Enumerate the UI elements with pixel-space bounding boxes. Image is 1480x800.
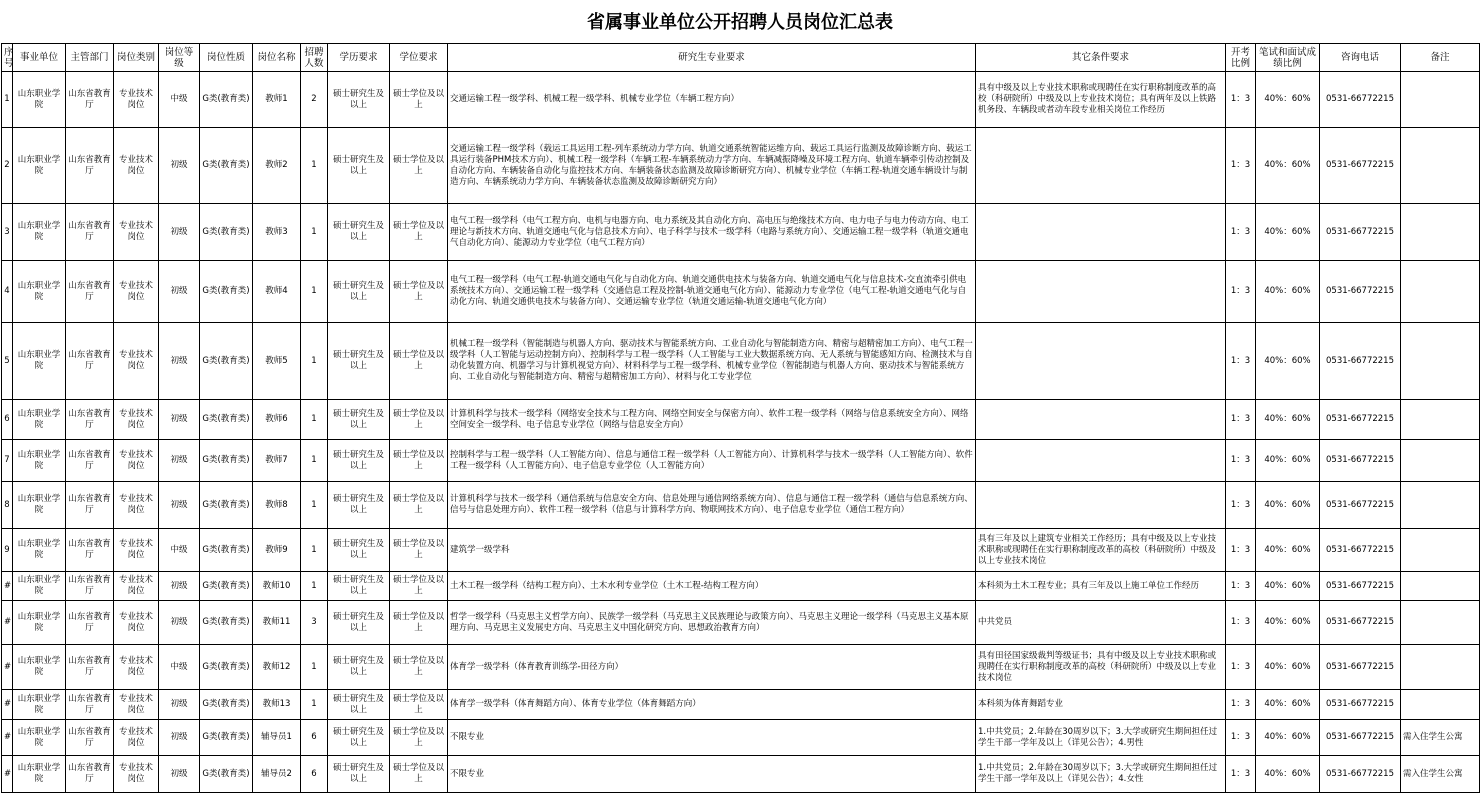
major-cell: 哲学一级学科（马克思主义哲学方向）、民族学一级学科（马克思主义民族理论与政策方向）、马克思主义理论一级学科（马克思主义基本原理方向、马克思主义发展史方向、马克思主义中国化研究方向、思想政治教育方向） — [448, 601, 976, 645]
department-cell: 山东省教育厅 — [66, 601, 114, 645]
department-cell: 山东省教育厅 — [66, 482, 114, 529]
post-name-cell: 教师5 — [253, 323, 301, 400]
score-ratio-cell: 40%：60% — [1256, 440, 1320, 482]
exam-ratio-cell: 1：3 — [1226, 204, 1256, 261]
headcount-cell: 6 — [301, 756, 328, 793]
other-conditions-cell: 中共党员 — [976, 601, 1226, 645]
unit-cell: 山东职业学院 — [13, 645, 66, 690]
post-nature-cell: G类(教育类) — [200, 400, 253, 440]
score-ratio-cell: 40%：60% — [1256, 400, 1320, 440]
other-conditions-cell — [976, 440, 1226, 482]
department-cell: 山东省教育厅 — [66, 572, 114, 601]
unit-cell: 山东职业学院 — [13, 720, 66, 756]
score-ratio-cell: 40%：60% — [1256, 128, 1320, 204]
seq-cell: 6 — [2, 400, 13, 440]
score-ratio-cell: 40%：60% — [1256, 601, 1320, 645]
post-category-cell: 专业技术岗位 — [114, 572, 159, 601]
post-category-cell: 专业技术岗位 — [114, 72, 159, 128]
post-level-cell: 初级 — [159, 720, 200, 756]
exam-ratio-cell: 1：3 — [1226, 720, 1256, 756]
education-cell: 硕士研究生及以上 — [328, 645, 390, 690]
table-row — [2, 601, 1480, 645]
post-nature-cell: G类(教育类) — [200, 529, 253, 572]
other-conditions-cell: 具有中级及以上专业技术职称或现聘任在实行职称制度改革的高校（科研院所）中级及以上专业技术岗位；具有两年及以上铁路机务段、车辆段或者动车段专业相关岗位工作经历 — [976, 72, 1226, 128]
department-cell: 山东省教育厅 — [66, 529, 114, 572]
education-cell: 硕士研究生及以上 — [328, 261, 390, 323]
remarks-cell — [1401, 261, 1480, 323]
headcount-cell: 1 — [301, 690, 328, 720]
education-cell: 硕士研究生及以上 — [328, 756, 390, 793]
remarks-cell: 需入住学生公寓 — [1401, 756, 1480, 793]
headcount-cell: 1 — [301, 482, 328, 529]
seq-cell: # — [2, 720, 13, 756]
unit-cell: 山东职业学院 — [13, 261, 66, 323]
degree-cell: 硕士学位及以上 — [390, 128, 448, 204]
headcount-cell: 1 — [301, 204, 328, 261]
post-nature-cell: G类(教育类) — [200, 204, 253, 261]
exam-ratio-cell: 1：3 — [1226, 690, 1256, 720]
post-name-cell: 教师9 — [253, 529, 301, 572]
remarks-cell — [1401, 601, 1480, 645]
degree-cell: 硕士学位及以上 — [390, 440, 448, 482]
col-remarks-header: 备注 — [1401, 44, 1480, 72]
major-cell: 不限专业 — [448, 756, 976, 793]
post-category-cell: 专业技术岗位 — [114, 645, 159, 690]
post-nature-cell: G类(教育类) — [200, 645, 253, 690]
score-ratio-cell: 40%：60% — [1256, 529, 1320, 572]
table-row — [2, 690, 1480, 720]
post-category-cell: 专业技术岗位 — [114, 720, 159, 756]
post-category-cell: 专业技术岗位 — [114, 323, 159, 400]
phone-cell: 0531-66772215 — [1320, 128, 1401, 204]
table-row — [2, 529, 1480, 572]
score-ratio-cell: 40%：60% — [1256, 645, 1320, 690]
seq-cell: # — [2, 645, 13, 690]
seq-cell: # — [2, 690, 13, 720]
remarks-cell — [1401, 645, 1480, 690]
education-cell: 硕士研究生及以上 — [328, 72, 390, 128]
major-cell: 电气工程一级学科（电气工程-轨道交通电气化与自动化方向、轨道交通供电技术与装备方向、轨道交通电气化与信息技术-交直流牵引供电系统技术方向）、交通运输工程一级学科（交通信息工程及控制-轨道交通电气化方向）、能源动力专业学位（电气工程-轨道交通电气化与自动化方向、轨道交通供电技术与装备方向）、交通运输专业学位（轨道交通运输-轨道交通电气化方向） — [448, 261, 976, 323]
degree-cell: 硕士学位及以上 — [390, 601, 448, 645]
unit-cell: 山东职业学院 — [13, 128, 66, 204]
post-nature-cell: G类(教育类) — [200, 572, 253, 601]
department-cell: 山东省教育厅 — [66, 756, 114, 793]
post-category-cell: 专业技术岗位 — [114, 482, 159, 529]
seq-cell: 9 — [2, 529, 13, 572]
remarks-cell — [1401, 72, 1480, 128]
table-row — [2, 261, 1480, 323]
post-category-cell: 专业技术岗位 — [114, 261, 159, 323]
post-level-cell: 初级 — [159, 601, 200, 645]
remarks-cell — [1401, 323, 1480, 400]
post-name-cell: 教师7 — [253, 440, 301, 482]
score-ratio-cell: 40%：60% — [1256, 323, 1320, 400]
education-cell: 硕士研究生及以上 — [328, 323, 390, 400]
remarks-cell — [1401, 128, 1480, 204]
degree-cell: 硕士学位及以上 — [390, 204, 448, 261]
col-phone-header: 咨询电话 — [1320, 44, 1401, 72]
department-cell: 山东省教育厅 — [66, 204, 114, 261]
post-name-cell: 教师11 — [253, 601, 301, 645]
post-level-cell: 中级 — [159, 645, 200, 690]
phone-cell: 0531-66772215 — [1320, 400, 1401, 440]
other-conditions-cell — [976, 400, 1226, 440]
col-major-header: 研究生专业要求 — [448, 44, 976, 72]
headcount-cell: 1 — [301, 128, 328, 204]
major-cell: 交通运输工程一级学科、机械工程一级学科、机械专业学位（车辆工程方向） — [448, 72, 976, 128]
unit-cell: 山东职业学院 — [13, 204, 66, 261]
exam-ratio-cell: 1：3 — [1226, 601, 1256, 645]
post-nature-cell: G类(教育类) — [200, 128, 253, 204]
table-row — [2, 482, 1480, 529]
phone-cell: 0531-66772215 — [1320, 756, 1401, 793]
post-nature-cell: G类(教育类) — [200, 720, 253, 756]
remarks-cell — [1401, 690, 1480, 720]
other-conditions-cell — [976, 204, 1226, 261]
other-conditions-cell: 本科须为土木工程专业；具有三年及以上施工单位工作经历 — [976, 572, 1226, 601]
job-summary-table — [1, 43, 1480, 793]
education-cell: 硕士研究生及以上 — [328, 128, 390, 204]
unit-cell: 山东职业学院 — [13, 400, 66, 440]
score-ratio-cell: 40%：60% — [1256, 261, 1320, 323]
col-post-nature-header: 岗位性质 — [200, 44, 253, 72]
other-conditions-cell: 具有三年及以上建筑专业相关工作经历；具有中级及以上专业技术职称或现聘任在实行职称制度改革的高校（科研院所）中级及以上专业技术岗位 — [976, 529, 1226, 572]
post-category-cell: 专业技术岗位 — [114, 601, 159, 645]
other-conditions-cell — [976, 482, 1226, 529]
table-row — [2, 720, 1480, 756]
post-category-cell: 专业技术岗位 — [114, 440, 159, 482]
seq-cell: 7 — [2, 440, 13, 482]
degree-cell: 硕士学位及以上 — [390, 756, 448, 793]
seq-cell: # — [2, 756, 13, 793]
unit-cell: 山东职业学院 — [13, 529, 66, 572]
phone-cell: 0531-66772215 — [1320, 72, 1401, 128]
table-row — [2, 72, 1480, 128]
post-nature-cell: G类(教育类) — [200, 72, 253, 128]
col-exam-ratio-header: 开考比例 — [1226, 44, 1256, 72]
education-cell: 硕士研究生及以上 — [328, 572, 390, 601]
phone-cell: 0531-66772215 — [1320, 261, 1401, 323]
phone-cell: 0531-66772215 — [1320, 601, 1401, 645]
table-row — [2, 440, 1480, 482]
headcount-cell: 1 — [301, 440, 328, 482]
headcount-cell: 1 — [301, 529, 328, 572]
col-post-name-header: 岗位名称 — [253, 44, 301, 72]
exam-ratio-cell: 1：3 — [1226, 400, 1256, 440]
post-name-cell: 教师12 — [253, 645, 301, 690]
col-post-category-header: 岗位类别 — [114, 44, 159, 72]
department-cell: 山东省教育厅 — [66, 400, 114, 440]
education-cell: 硕士研究生及以上 — [328, 400, 390, 440]
unit-cell: 山东职业学院 — [13, 440, 66, 482]
department-cell: 山东省教育厅 — [66, 128, 114, 204]
post-nature-cell: G类(教育类) — [200, 482, 253, 529]
seq-cell: 5 — [2, 323, 13, 400]
headcount-cell: 1 — [301, 572, 328, 601]
degree-cell: 硕士学位及以上 — [390, 400, 448, 440]
col-score-ratio-header: 笔试和面试成绩比例 — [1256, 44, 1320, 72]
post-name-cell: 教师8 — [253, 482, 301, 529]
table-row — [2, 400, 1480, 440]
unit-cell: 山东职业学院 — [13, 572, 66, 601]
score-ratio-cell: 40%：60% — [1256, 204, 1320, 261]
other-conditions-cell: 具有田径国家级裁判等级证书；具有中级及以上专业技术职称或现聘任在实行职称制度改革的高校（科研院所）中级及以上专业技术岗位 — [976, 645, 1226, 690]
degree-cell: 硕士学位及以上 — [390, 482, 448, 529]
post-level-cell: 初级 — [159, 323, 200, 400]
post-level-cell: 初级 — [159, 261, 200, 323]
post-category-cell: 专业技术岗位 — [114, 400, 159, 440]
post-name-cell: 教师2 — [253, 128, 301, 204]
department-cell: 山东省教育厅 — [66, 440, 114, 482]
post-name-cell: 教师1 — [253, 72, 301, 128]
page-title: 省属事业单位公开招聘人员岗位汇总表 — [587, 12, 893, 33]
post-level-cell: 初级 — [159, 756, 200, 793]
phone-cell: 0531-66772215 — [1320, 323, 1401, 400]
exam-ratio-cell: 1：3 — [1226, 482, 1256, 529]
other-conditions-cell — [976, 261, 1226, 323]
remarks-cell — [1401, 400, 1480, 440]
education-cell: 硕士研究生及以上 — [328, 482, 390, 529]
score-ratio-cell: 40%：60% — [1256, 720, 1320, 756]
phone-cell: 0531-66772215 — [1320, 645, 1401, 690]
unit-cell: 山东职业学院 — [13, 323, 66, 400]
remarks-cell — [1401, 572, 1480, 601]
major-cell: 体育学一级学科（体育教育训练学-田径方向） — [448, 645, 976, 690]
exam-ratio-cell: 1：3 — [1226, 440, 1256, 482]
exam-ratio-cell: 1：3 — [1226, 756, 1256, 793]
seq-cell: # — [2, 601, 13, 645]
post-category-cell: 专业技术岗位 — [114, 529, 159, 572]
table-row — [2, 323, 1480, 400]
post-name-cell: 教师10 — [253, 572, 301, 601]
remarks-cell — [1401, 482, 1480, 529]
phone-cell: 0531-66772215 — [1320, 572, 1401, 601]
seq-cell: 4 — [2, 261, 13, 323]
col-post-level-header: 岗位等级 — [159, 44, 200, 72]
post-level-cell: 初级 — [159, 572, 200, 601]
major-cell: 电气工程一级学科（电气工程方向、电机与电器方向、电力系统及其自动化方向、高电压与绝缘技术方向、电力电子与电力传动方向、电工理论与新技术方向、轨道交通电气化与信息技术方向）、电子科学与技术一级学科（电路与系统方向）、交通运输工程一级学科（轨道交通电气自动化方向）、能源动力专业学位（电气工程方向） — [448, 204, 976, 261]
post-name-cell: 辅导员1 — [253, 720, 301, 756]
other-conditions-cell — [976, 323, 1226, 400]
phone-cell: 0531-66772215 — [1320, 204, 1401, 261]
post-name-cell: 辅导员2 — [253, 756, 301, 793]
major-cell: 计算机科学与技术一级学科（网络安全技术与工程方向、网络空间安全与保密方向）、软件工程一级学科（网络与信息系统安全方向）、网络空间安全一级学科、电子信息专业学位（网络与信息安全方向） — [448, 400, 976, 440]
post-nature-cell: G类(教育类) — [200, 601, 253, 645]
department-cell: 山东省教育厅 — [66, 645, 114, 690]
headcount-cell: 3 — [301, 601, 328, 645]
headcount-cell: 1 — [301, 261, 328, 323]
degree-cell: 硕士学位及以上 — [390, 572, 448, 601]
score-ratio-cell: 40%：60% — [1256, 72, 1320, 128]
education-cell: 硕士研究生及以上 — [328, 204, 390, 261]
education-cell: 硕士研究生及以上 — [328, 440, 390, 482]
remarks-cell — [1401, 440, 1480, 482]
phone-cell: 0531-66772215 — [1320, 440, 1401, 482]
post-level-cell: 初级 — [159, 440, 200, 482]
score-ratio-cell: 40%：60% — [1256, 756, 1320, 793]
exam-ratio-cell: 1：3 — [1226, 645, 1256, 690]
headcount-cell: 1 — [301, 323, 328, 400]
other-conditions-cell: 1.中共党员；2.年龄在30周岁以下；3.大学或研究生期间担任过学生干部一学年及以上（详见公告）；4.男性 — [976, 720, 1226, 756]
remarks-cell — [1401, 529, 1480, 572]
department-cell: 山东省教育厅 — [66, 72, 114, 128]
header-row — [2, 44, 1480, 72]
table-row — [2, 756, 1480, 793]
major-cell: 控制科学与工程一级学科（人工智能方向）、信息与通信工程一级学科（人工智能方向）、计算机科学与技术一级学科（人工智能方向）、软件工程一级学科（人工智能方向）、电子信息专业学位（人工智能方向） — [448, 440, 976, 482]
major-cell: 体育学一级学科（体育舞蹈方向）、体育专业学位（体育舞蹈方向） — [448, 690, 976, 720]
col-other-conditions-header: 其它条件要求 — [976, 44, 1226, 72]
other-conditions-cell: 本科须为体育舞蹈专业 — [976, 690, 1226, 720]
remarks-cell: 需入住学生公寓 — [1401, 720, 1480, 756]
score-ratio-cell: 40%：60% — [1256, 482, 1320, 529]
headcount-cell: 1 — [301, 645, 328, 690]
major-cell: 建筑学一级学科 — [448, 529, 976, 572]
unit-cell: 山东职业学院 — [13, 756, 66, 793]
col-degree-header: 学位要求 — [390, 44, 448, 72]
degree-cell: 硕士学位及以上 — [390, 72, 448, 128]
seq-cell: 2 — [2, 128, 13, 204]
major-cell: 交通运输工程一级学科（载运工具运用工程-列车系统动力学方向、轨道交通系统智能运维方向、载运工具运行监测及故障诊断方向、载运工具运行装备PHM技术方向）、机械工程一级学科（车辆工程-车辆系统动力学方向、车辆减振降噪及环境工程方向、轨道车辆牵引传动控制及自动化方向、车辆装备自动化与监控技术方向、车辆装备状态监测及故障诊断研究方向）、机械专业学位（车辆工程-轨道交通车辆设计与制造方向、车辆系统动力学方向、车辆装备状态监测及故障诊断研究方向） — [448, 128, 976, 204]
score-ratio-cell: 40%：60% — [1256, 572, 1320, 601]
table-body — [2, 72, 1480, 793]
unit-cell: 山东职业学院 — [13, 482, 66, 529]
post-category-cell: 专业技术岗位 — [114, 128, 159, 204]
education-cell: 硕士研究生及以上 — [328, 690, 390, 720]
post-name-cell: 教师4 — [253, 261, 301, 323]
phone-cell: 0531-66772215 — [1320, 529, 1401, 572]
degree-cell: 硕士学位及以上 — [390, 720, 448, 756]
education-cell: 硕士研究生及以上 — [328, 601, 390, 645]
seq-cell: 1 — [2, 72, 13, 128]
post-name-cell: 教师3 — [253, 204, 301, 261]
post-category-cell: 专业技术岗位 — [114, 756, 159, 793]
post-name-cell: 教师6 — [253, 400, 301, 440]
table-row — [2, 645, 1480, 690]
post-level-cell: 初级 — [159, 400, 200, 440]
department-cell: 山东省教育厅 — [66, 261, 114, 323]
major-cell: 机械工程一级学科（智能制造与机器人方向、驱动技术与智能系统方向、工业自动化与智能制造方向、精密与超精密加工方向）、电气工程一级学科（人工智能与运动控制方向）、控制科学与工程一级学科（人工智能与工业大数据系统方向、无人系统与智能感知方向、检测技术与自动化装置方向、机器学习与计算机视觉方向）、材料科学与工程一级学科、机械专业学位（智能制造与机器人方向、驱动技术与智能系统方向、工业自动化与智能制造方向、精密与超精密加工方向）、材料与化工专业学位 — [448, 323, 976, 400]
table-row — [2, 128, 1480, 204]
col-education-header: 学历要求 — [328, 44, 390, 72]
post-nature-cell: G类(教育类) — [200, 690, 253, 720]
major-cell: 计算机科学与技术一级学科（通信系统与信息安全方向、信息处理与通信网络系统方向）、信息与通信工程一级学科（通信与信息系统方向、信号与信息处理方向）、软件工程一级学科（信息与计算科学方向、物联网技术方向）、电子信息专业学位（通信工程方向） — [448, 482, 976, 529]
department-cell: 山东省教育厅 — [66, 720, 114, 756]
seq-cell: 8 — [2, 482, 13, 529]
major-cell: 不限专业 — [448, 720, 976, 756]
exam-ratio-cell: 1：3 — [1226, 261, 1256, 323]
degree-cell: 硕士学位及以上 — [390, 323, 448, 400]
table-row — [2, 572, 1480, 601]
education-cell: 硕士研究生及以上 — [328, 529, 390, 572]
department-cell: 山东省教育厅 — [66, 323, 114, 400]
post-level-cell: 初级 — [159, 690, 200, 720]
unit-cell: 山东职业学院 — [13, 690, 66, 720]
phone-cell: 0531-66772215 — [1320, 720, 1401, 756]
education-cell: 硕士研究生及以上 — [328, 720, 390, 756]
unit-cell: 山东职业学院 — [13, 72, 66, 128]
seq-cell: # — [2, 572, 13, 601]
exam-ratio-cell: 1：3 — [1226, 72, 1256, 128]
col-unit-header: 事业单位 — [13, 44, 66, 72]
remarks-cell — [1401, 204, 1480, 261]
post-level-cell: 初级 — [159, 482, 200, 529]
post-category-cell: 专业技术岗位 — [114, 690, 159, 720]
degree-cell: 硕士学位及以上 — [390, 645, 448, 690]
degree-cell: 硕士学位及以上 — [390, 529, 448, 572]
headcount-cell: 2 — [301, 72, 328, 128]
post-level-cell: 初级 — [159, 204, 200, 261]
exam-ratio-cell: 1：3 — [1226, 323, 1256, 400]
headcount-cell: 6 — [301, 720, 328, 756]
col-headcount-header: 招聘人数 — [301, 44, 328, 72]
exam-ratio-cell: 1：3 — [1226, 128, 1256, 204]
degree-cell: 硕士学位及以上 — [390, 261, 448, 323]
seq-cell: 3 — [2, 204, 13, 261]
other-conditions-cell — [976, 128, 1226, 204]
score-ratio-cell: 40%：60% — [1256, 690, 1320, 720]
post-nature-cell: G类(教育类) — [200, 261, 253, 323]
phone-cell: 0531-66772215 — [1320, 482, 1401, 529]
post-category-cell: 专业技术岗位 — [114, 204, 159, 261]
table-row — [2, 204, 1480, 261]
phone-cell: 0531-66772215 — [1320, 690, 1401, 720]
post-level-cell: 初级 — [159, 128, 200, 204]
col-seq-header: 序号 — [2, 44, 13, 72]
exam-ratio-cell: 1：3 — [1226, 529, 1256, 572]
post-nature-cell: G类(教育类) — [200, 323, 253, 400]
post-nature-cell: G类(教育类) — [200, 756, 253, 793]
exam-ratio-cell: 1：3 — [1226, 572, 1256, 601]
post-level-cell: 中级 — [159, 72, 200, 128]
col-department-header: 主管部门 — [66, 44, 114, 72]
degree-cell: 硕士学位及以上 — [390, 690, 448, 720]
headcount-cell: 1 — [301, 400, 328, 440]
other-conditions-cell: 1.中共党员；2.年龄在30周岁以下；3.大学或研究生期间担任过学生干部一学年及以上（详见公告）；4.女性 — [976, 756, 1226, 793]
post-nature-cell: G类(教育类) — [200, 440, 253, 482]
unit-cell: 山东职业学院 — [13, 601, 66, 645]
major-cell: 土木工程一级学科（结构工程方向）、土木水利专业学位（土木工程-结构工程方向） — [448, 572, 976, 601]
post-name-cell: 教师13 — [253, 690, 301, 720]
post-level-cell: 中级 — [159, 529, 200, 572]
department-cell: 山东省教育厅 — [66, 690, 114, 720]
